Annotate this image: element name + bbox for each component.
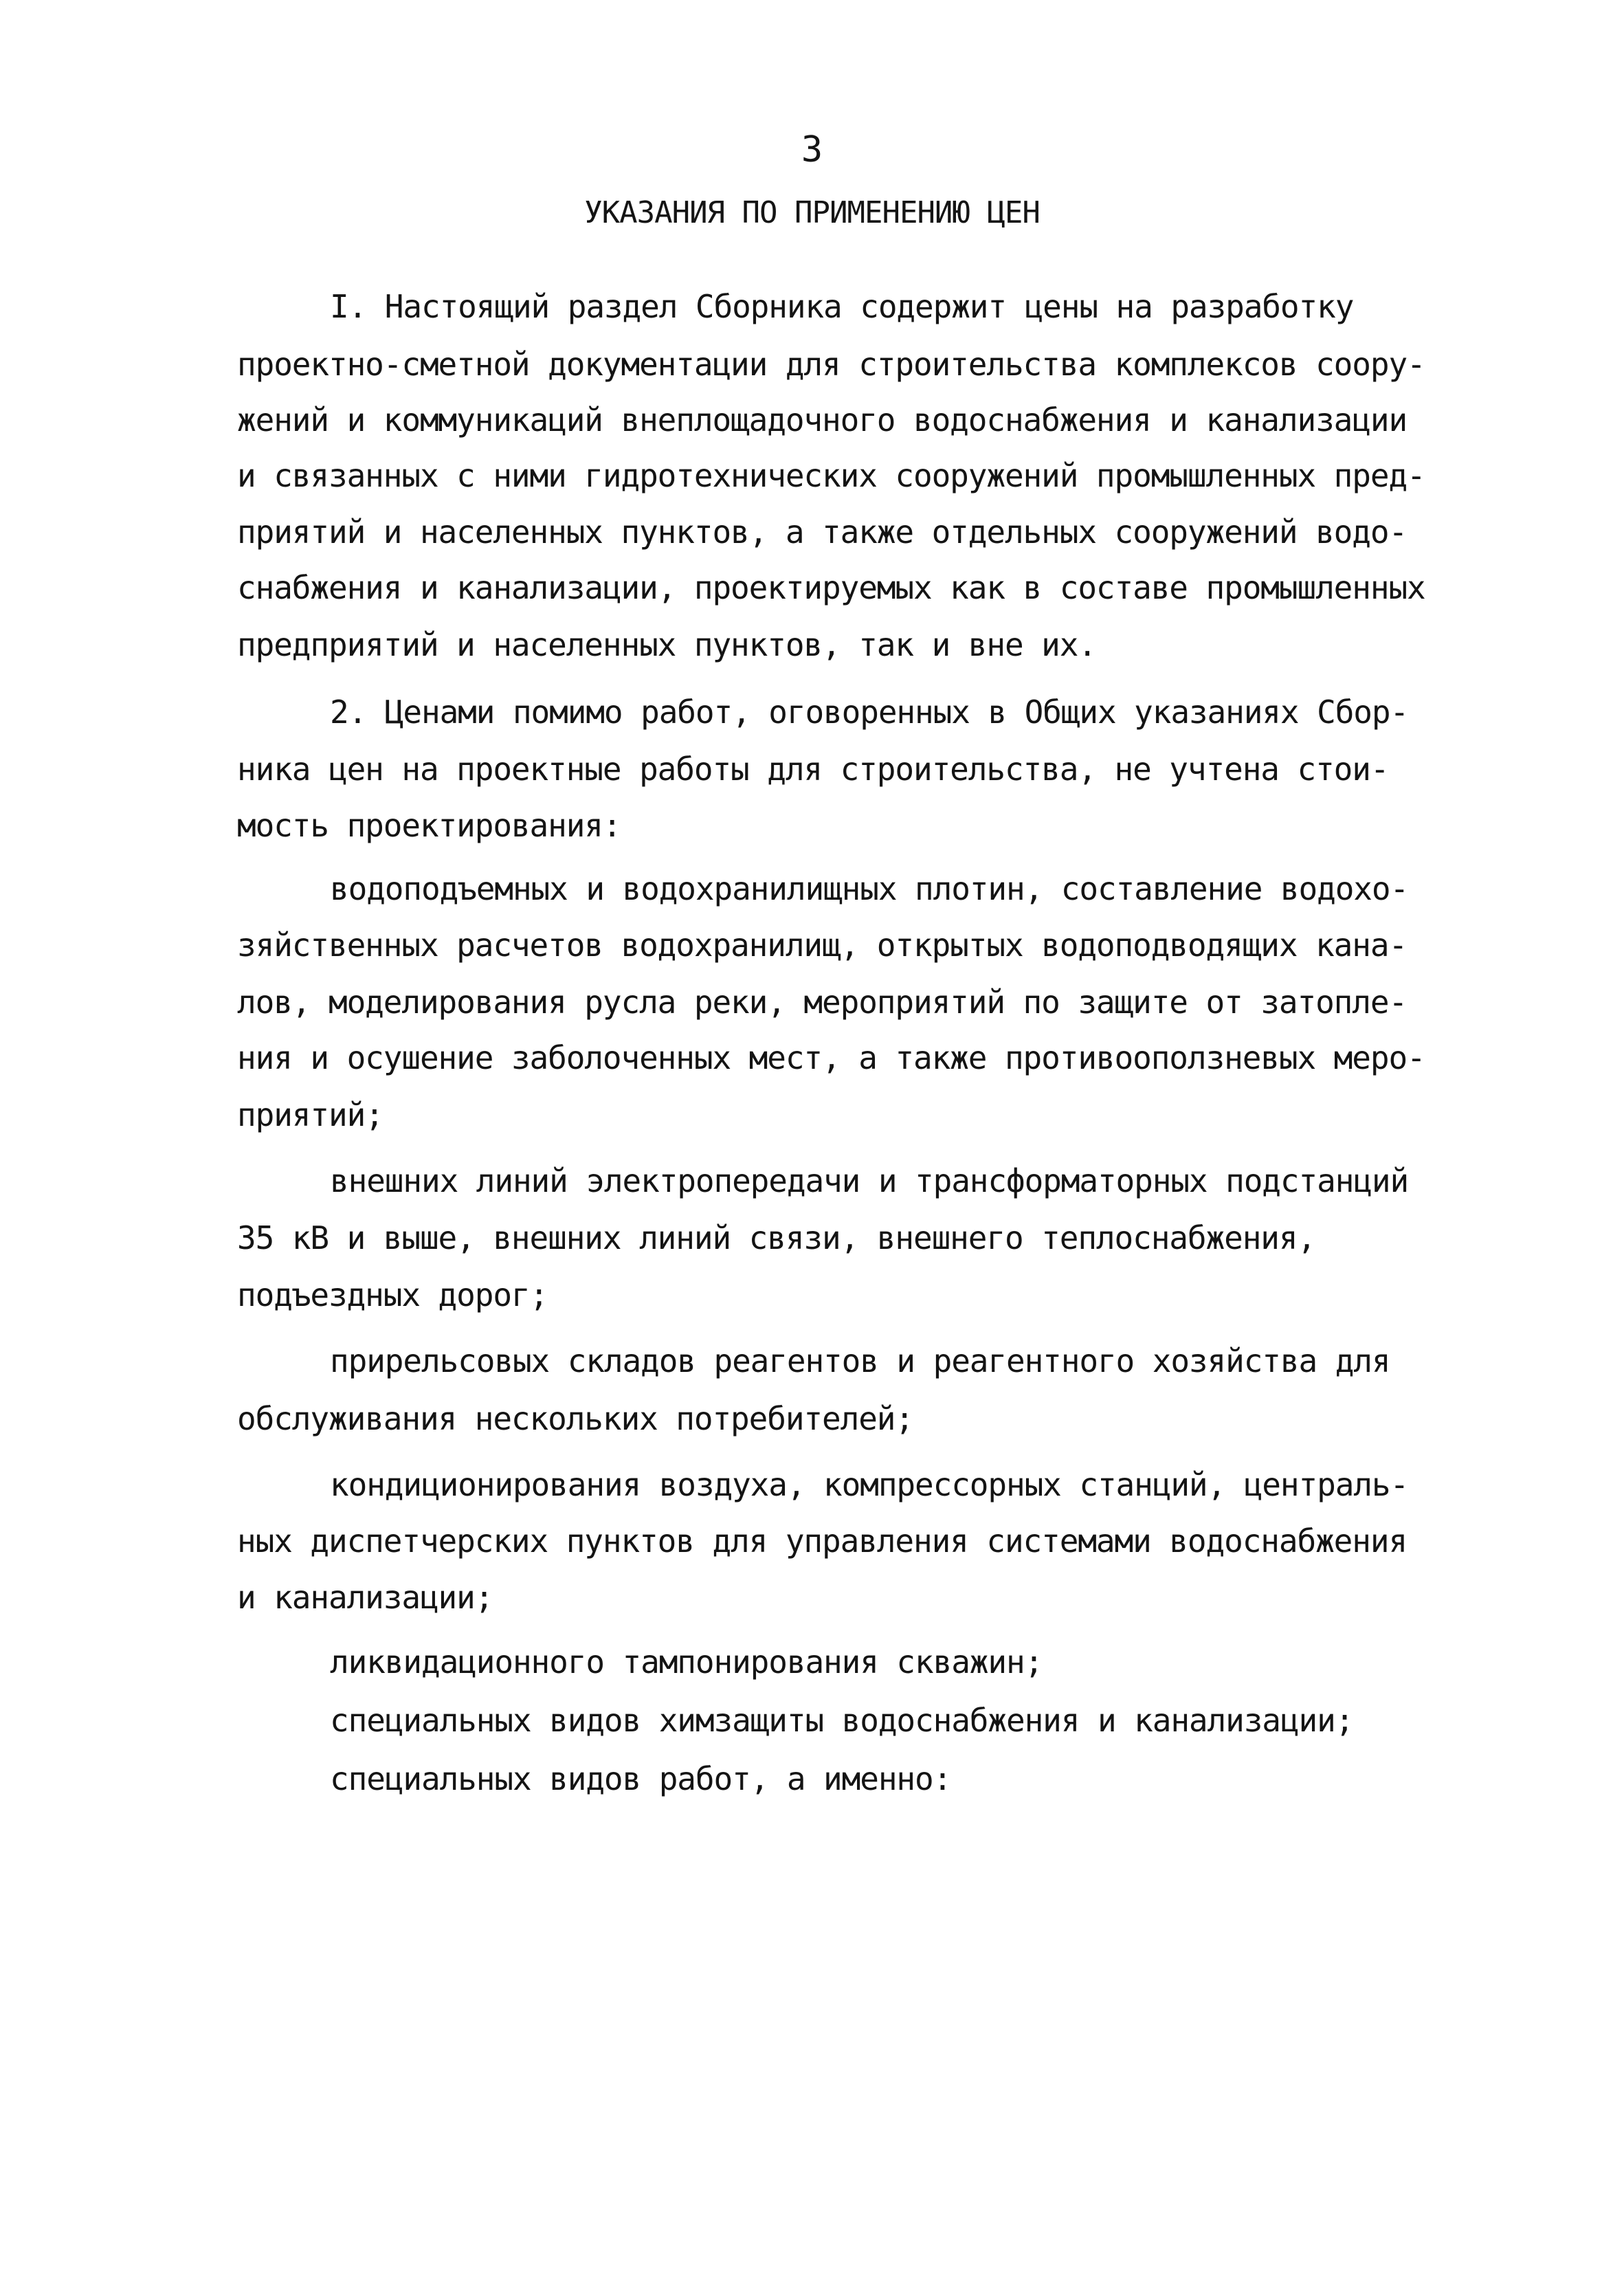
paragraph-line: кондиционирования воздуха, компрессорных станций, централь- bbox=[330, 1466, 1409, 1503]
page-number: 3 bbox=[801, 129, 823, 170]
paragraph-line: предприятий и населенных пунктов, так и вне их. bbox=[237, 626, 1096, 663]
paragraph-line: 35 кВ и выше, внешних линий связи, внешнего теплоснабжения, bbox=[237, 1219, 1316, 1256]
paragraph-line: 2. Ценами помимо работ, оговоренных в Общих указаниях Сбор- bbox=[330, 694, 1409, 731]
paragraph-line: подъездных дорог; bbox=[237, 1276, 548, 1313]
paragraph-line: специальных видов химзащиты водоснабжения и канализации; bbox=[330, 1702, 1354, 1739]
paragraph-line: мость проектирования: bbox=[237, 807, 621, 844]
paragraph-line: специальных видов работ, а именно: bbox=[330, 1760, 952, 1797]
paragraph-line: водоподъемных и водохранилищных плотин, составление водохо- bbox=[330, 870, 1409, 907]
paragraph-line: внешних линий электропередачи и трансформаторных подстанций bbox=[330, 1162, 1409, 1199]
paragraph-line: и связанных с ними гидротехнических сооружений промышленных пред- bbox=[237, 457, 1425, 494]
paragraph-line: ния и осушение заболоченных мест, а также противооползневых меро- bbox=[237, 1039, 1425, 1076]
paragraph-line: и канализации; bbox=[237, 1579, 493, 1616]
paragraph-line: I. Настоящий раздел Сборника содержит цены на разработку bbox=[330, 288, 1354, 325]
paragraph-line: проектно-сметной документации для строительства комплексов соору- bbox=[237, 346, 1425, 383]
paragraph-line: обслуживания нескольких потребителей; bbox=[237, 1400, 913, 1437]
paragraph-line: приятий и населенных пунктов, а также отдельных сооружений водо- bbox=[237, 513, 1408, 551]
paragraph-line: ных диспетчерских пунктов для управления системами водоснабжения bbox=[237, 1522, 1408, 1560]
paragraph-line: снабжения и канализации, проектируемых как в составе промышленных bbox=[237, 569, 1425, 606]
paragraph-line: прирельсовых складов реагентов и реагентного хозяйства для bbox=[330, 1342, 1390, 1379]
paragraph-line: лов, моделирования русла реки, мероприятий по защите от затопле- bbox=[237, 984, 1408, 1021]
section-heading: УКАЗАНИЯ ПО ПРИМЕНЕНИЮ ЦЕН bbox=[584, 195, 1040, 230]
paragraph-line: ника цен на проектные работы для строительства, не учтена стои- bbox=[237, 751, 1389, 788]
paragraph-line: приятий; bbox=[237, 1096, 383, 1133]
paragraph-line: ликвидационного тампонирования скважин; bbox=[330, 1643, 1043, 1681]
paragraph-line: жений и коммуникаций внеплощадочного водоснабжения и канализации bbox=[237, 401, 1408, 439]
paragraph-line: зяйственных расчетов водохранилищ, открытых водоподводящих кана- bbox=[237, 927, 1408, 964]
